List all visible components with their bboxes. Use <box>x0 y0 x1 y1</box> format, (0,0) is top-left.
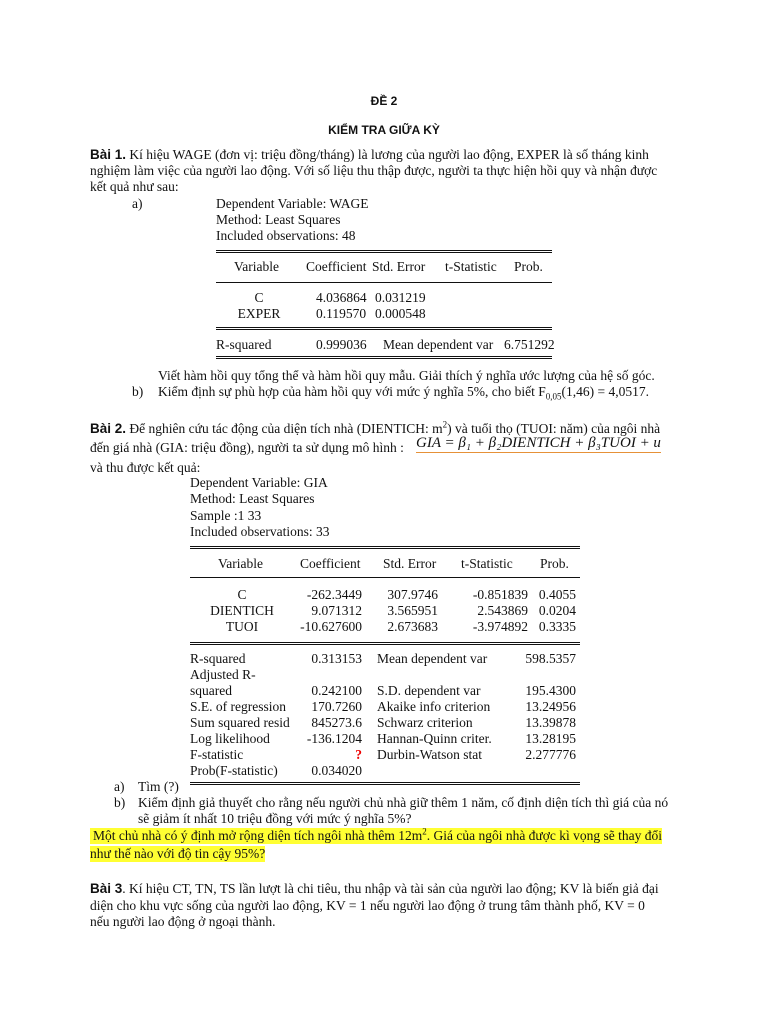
bai1-th-std-error: Std. Error <box>372 259 426 274</box>
bai1-intro-line3: kết quả như sau: <box>90 179 179 194</box>
bai2-stat-value: 170.7260 <box>311 699 362 714</box>
bai2-highlighted-question-line1: Một chủ nhà có ý định mở rộng diện tích ngôi nhà thêm $12m^2$. Giá của ngôi nhà được kì vọng sẽ thay đổi <box>90 828 662 844</box>
bai2-stat-value: 0.313153 <box>311 651 362 666</box>
bai1-mean-dep-label: Mean dependent var <box>383 337 494 352</box>
bai2-stat-value: 845273.6 <box>311 715 362 730</box>
bai3-intro-line3: nếu người lao động ở ngoại thành. <box>90 914 276 929</box>
bai2-stat-value: 0.034020 <box>311 763 362 778</box>
bai1-r-squared-label: R-squared <box>216 337 272 352</box>
bai1-row-variable: EXPER <box>237 306 281 321</box>
bai2-stat-value: -136.1204 <box>306 731 362 746</box>
bai2-row-variable: C <box>237 587 247 602</box>
bai1-included-obs: Included observations: 48 <box>216 228 356 243</box>
exam-code: ĐỀ 2 <box>370 94 398 108</box>
bai1-table-top-rule <box>216 250 552 253</box>
bai2-table-top-rule <box>190 546 580 549</box>
bai1-part-b-label: b) <box>132 384 144 399</box>
bai2-stat-label: Log likelihood <box>190 731 270 746</box>
bai3-intro-line1: Bài 3. Kí hiệu CT, TN, TS lần lượt là chi tiêu, thu nhập và tài sản của người lao động; KV là biến giả đại <box>90 881 659 896</box>
bai1-table-mid-rule <box>216 327 552 330</box>
bai2-table-mid-rule <box>190 642 580 645</box>
bai2-row-se: 307.9746 <box>387 587 438 602</box>
bai2-stat-label: Akaike info criterion <box>377 699 491 714</box>
bai2-stat-value: 0.242100 <box>311 683 362 698</box>
bai2-row-coef: -10.627600 <box>300 619 362 634</box>
bai1-row-coef: 4.036864 <box>316 290 367 305</box>
bai1-table-bottom-rule <box>216 356 552 359</box>
bai2-th-t-statistic: t-Statistic <box>461 556 513 571</box>
bai2-label: Bài 2. <box>90 421 127 436</box>
bai2-model-formula: GIA = β₁ + β₂DIENTICH + β₃TUOI + u <box>416 435 661 451</box>
bai2-row-p: 0.4055 <box>538 587 576 602</box>
bai1-th-variable: Variable <box>234 259 279 274</box>
bai2-dependent-variable: Dependent Variable: GIA <box>190 475 328 490</box>
bai2-row-coef: -262.3449 <box>306 587 362 602</box>
bai2-th-coefficient: Coefficient <box>300 556 361 571</box>
bai3-label: Bài 3 <box>90 881 123 896</box>
bai2-included-obs: Included observations: 33 <box>190 524 330 539</box>
bai2-stat-label: R-squared <box>190 651 246 666</box>
bai2-table-header-rule <box>190 577 580 578</box>
bai2-question-a: Tìm (?) <box>138 779 179 794</box>
exam-title: KIỂM TRA GIỮA KỲ <box>328 123 440 137</box>
bai2-row-t: -3.974892 <box>472 619 528 634</box>
bai1-row-se: 0.031219 <box>375 290 426 305</box>
bai1-label: Bài 1. <box>90 147 127 162</box>
bai2-stat-value: 598.5357 <box>525 651 576 666</box>
bai2-stat-value: 2.277776 <box>525 747 576 762</box>
bai2-part-b-label: b) <box>114 795 126 810</box>
bai2-stat-label: Schwarz criterion <box>377 715 473 730</box>
bai2-question-b-line2: sẽ giảm ít nhất 10 triệu đồng với mức ý nghĩa 5%? <box>138 811 412 826</box>
bai2-stat-label: Durbin-Watson stat <box>377 747 483 762</box>
bai2-intro-line2: đến giá nhà (GIA: triệu đồng), người ta sử dụng mô hình : <box>90 440 404 455</box>
bai2-row-se: 3.565951 <box>387 603 438 618</box>
bai1-th-prob: Prob. <box>514 259 543 274</box>
bai1-mean-dep-value: 6.751292 <box>504 337 555 352</box>
bai2-row-t: -0.851839 <box>472 587 528 602</box>
bai2-stat-value: 13.28195 <box>525 731 576 746</box>
bai1-row-coef: 0.119570 <box>316 306 367 321</box>
bai2-stat-label: Adjusted R- <box>190 667 256 682</box>
bai2-stat-label: Sum squared resid <box>190 715 290 730</box>
bai1-question-a: Viết hàm hồi quy tổng thể và hàm hồi quy mẫu. Giải thích ý nghĩa ước lượng của hệ số góc. <box>158 368 655 383</box>
bai2-intro-line1: Bài 2. Để nghiên cứu tác động của diện tích nhà (DIENTICH: $m^2$) và tuổi thọ (TUOI: năm) của ngôi nhà <box>90 419 661 436</box>
bai2-stat-label: squared <box>190 683 232 698</box>
bai1-dependent-variable: Dependent Variable: WAGE <box>216 196 369 211</box>
bai2-stat-label: Mean dependent var <box>377 651 488 666</box>
bai2-question-b-line1: Kiểm định giả thuyết cho rằng nếu người chủ nhà giữ thêm 1 năm, cố định diện tích thì giá của nó <box>138 795 669 810</box>
bai1-method: Method: Least Squares <box>216 212 341 227</box>
bai2-stat-label: F-statistic <box>190 747 244 762</box>
bai2-part-a-label: a) <box>114 779 125 794</box>
bai2-row-coef: 9.071312 <box>311 603 362 618</box>
bai2-sample: Sample :1 33 <box>190 508 262 523</box>
bai2-highlighted-question-line2: như thế nào với độ tin cậy 95%? <box>90 846 266 861</box>
bai1-intro-line1: Bài 1. Kí hiệu WAGE (đơn vị: triệu đồng/tháng) là lương của người lao động, EXPER là số tháng kinh <box>90 147 649 162</box>
bai2-row-t: 2.543869 <box>477 603 528 618</box>
bai2-stat-label: S.E. of regression <box>190 699 286 714</box>
bai1-question-b: Kiểm định sự phù hợp của hàm hồi quy với mức ý nghĩa 5%, cho biết $F_{0,05}(1,46) = 4,0517$. <box>158 384 649 402</box>
bai2-stat-value: 13.24956 <box>525 699 576 714</box>
bai2-stat-label: Prob(F-statistic) <box>190 763 278 778</box>
bai1-r-squared-value: 0.999036 <box>316 337 367 352</box>
bai1-row-se: 0.000548 <box>375 306 426 321</box>
bai1-th-t-statistic: t-Statistic <box>445 259 497 274</box>
bai2-th-variable: Variable <box>218 556 263 571</box>
bai3-intro-line2: diện cho khu vực sống của người lao động, KV = 1 nếu người lao động ở trung tâm thành phố, KV = 0 <box>90 898 645 913</box>
bai1-intro-line2: nghiệm làm việc của người lao động. Với số liệu thu thập được, người ta thực hiện hồi quy và nhận được <box>90 163 658 178</box>
bai2-stat-value: 13.39878 <box>525 715 576 730</box>
bai2-f-statistic-unknown: ? <box>355 747 362 762</box>
bai2-row-se: 2.673683 <box>387 619 438 634</box>
bai2-stat-label: Hannan-Quinn criter. <box>377 731 492 746</box>
bai2-row-variable: TUOI <box>225 619 259 634</box>
bai2-stat-label: S.D. dependent var <box>377 683 481 698</box>
bai2-intro-line3: và thu được kết quả: <box>90 460 201 475</box>
bai2-row-variable: DIENTICH <box>210 603 274 618</box>
bai2-method: Method: Least Squares <box>190 491 315 506</box>
bai2-row-p: 0.0204 <box>538 603 576 618</box>
bai2-th-std-error: Std. Error <box>383 556 437 571</box>
bai2-stat-value: 195.4300 <box>525 683 576 698</box>
bai2-table-bottom-rule <box>190 782 580 785</box>
bai1-th-coefficient: Coefficient <box>306 259 367 274</box>
bai2-th-prob: Prob. <box>540 556 569 571</box>
bai1-table-header-rule <box>216 282 552 283</box>
bai1-part-a-label: a) <box>132 196 143 211</box>
bai2-row-p: 0.3335 <box>538 619 576 634</box>
bai1-row-variable: C <box>254 290 264 305</box>
